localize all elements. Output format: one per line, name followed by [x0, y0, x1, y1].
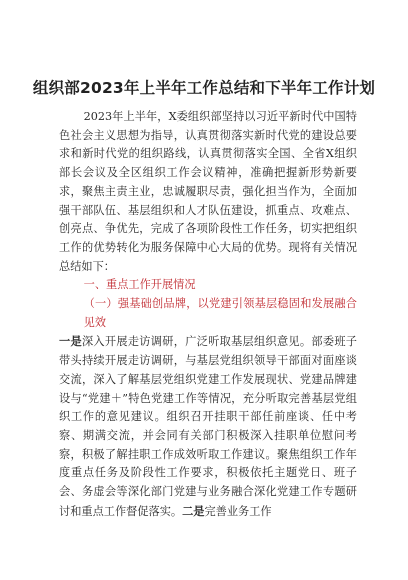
item2-text: 完善业务工作 — [204, 504, 272, 518]
item-paragraph — [59, 332, 357, 521]
intro-paragraph: 2023年上半年，X委组织部坚持以习近平新时代中国特色社会主义思想为指导，认真贯彻落实新时代党的建设总要求和新时代党的组织路线，认真贯彻落实全国、全省X组织部长会议及全区组织工作会议精神，准确把握新形势新要求，聚焦主责主业，忠诚履职尽责，强化担当作为，全面加强干部队伍、基层组织和人才队伍建设，抓重点、攻难点、创亮点、争优先，完成了各项阶段性工作任务，切实把组织工作的优势转化为服务保障中心大局的优势。现将有关情况总结如下： — [59, 110, 357, 273]
document-title: 组织部2023年上半年工作总结和下半年工作计划 — [32, 79, 376, 97]
item2-lead: 二是 — [182, 503, 205, 518]
document-body — [59, 108, 357, 521]
subsection-heading: （一）强基础创品牌，以党建引领基层稳固和发展融合见效 — [83, 297, 357, 329]
section-heading: 一、重点工作开展情况 — [83, 278, 196, 292]
item1-text: 深入开展走访调研，广泛听取基层组织意见。部委班子带头持续开展走访调研，与基层党组织领导干部面对面座谈交流，深入了解基层党组织党建工作发展现状、党建品牌建设与“党建＋”特色党建工作等情况，充分听取完善基层党组织工作的意见建议。组织召开挂职干部任前座谈、任中考察、期满交流，并会同有关部门积极深入挂职单位慰问考察，积极了解挂职工作成效听取工作建议。聚焦组织工作年度重点任务及阶段性工作要求，积极依托主题党日、班子会、务虚会等深化部门党建与业务融合深化党建工作专题研讨和重点工作督促落实。 — [59, 335, 357, 518]
item1-lead: 一是 — [59, 334, 82, 349]
